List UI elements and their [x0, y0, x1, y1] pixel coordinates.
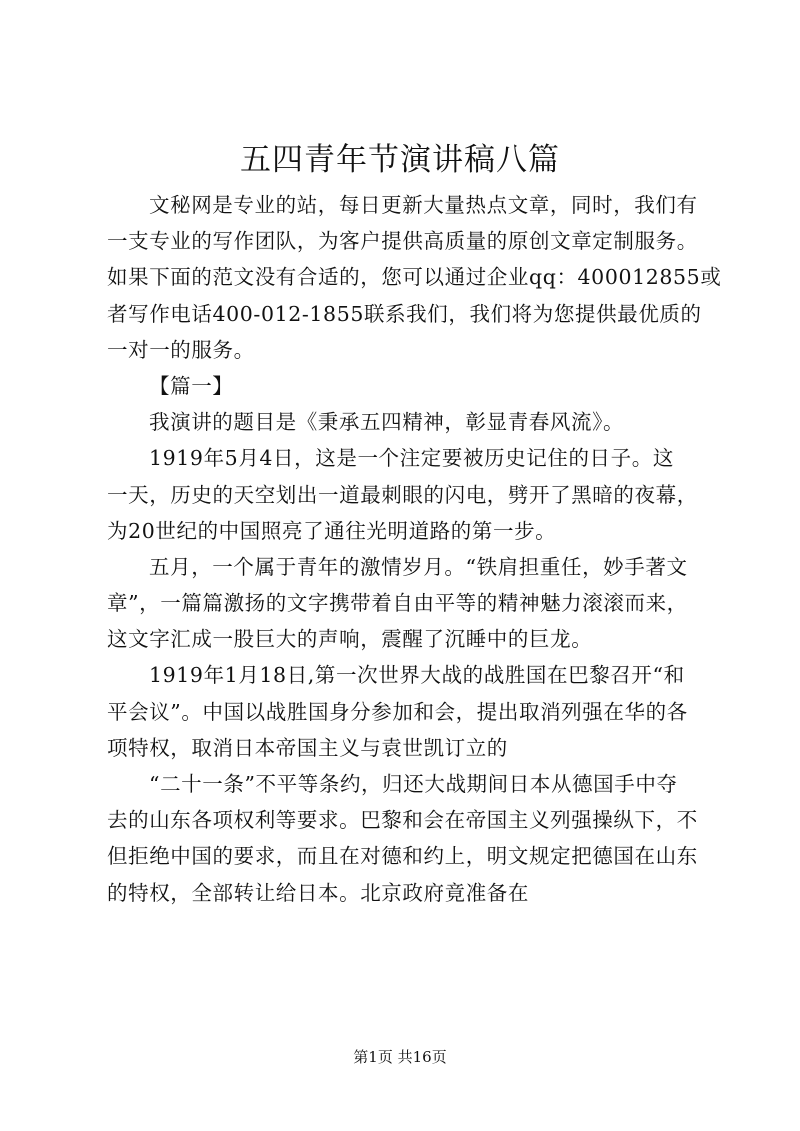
paragraph-line: 去的山东各项权利等要求。巴黎和会在帝国主义列强操纵下，不	[107, 808, 698, 833]
paragraph-line: 平会议”。中国以战胜国身分参加和会，提出取消列强在华的各	[107, 699, 688, 724]
paragraph-line: 项特权，取消日本帝国主义与袁世凯订立的	[107, 735, 508, 760]
paragraph-line: 这文字汇成一股巨大的声响，震醒了沉睡中的巨龙。	[107, 627, 593, 652]
paragraph-line: 如果下面的范文没有合适的，您可以通过企业qq：400012855或	[107, 265, 722, 290]
paragraph-line: 的特权，全部转让给日本。北京政府竟准备在	[107, 880, 529, 905]
paragraph-line: 章”，一篇篇激扬的文字携带着自由平等的精神魅力滚滚而来，	[107, 591, 688, 616]
paragraph-line: 一天，历史的天空划出一道最刺眼的闪电，劈开了黑暗的夜幕，	[107, 482, 698, 507]
paragraph-line: 者写作电话400-012-1855联系我们，我们将为您提供最优质的	[107, 301, 702, 326]
document-body	[107, 187, 722, 911]
paragraph-line: 我演讲的题目是《秉承五四精神，彰显青春风流》。	[149, 410, 625, 435]
document-title: 五四青年节演讲稿八篇	[240, 142, 560, 178]
paragraph-line: 为20世纪的中国照亮了通往光明道路的第一步。	[107, 518, 557, 543]
paragraph-line: 1919年1月18日,第一次世界大战的战胜国在巴黎召开“和	[149, 663, 685, 688]
page-footer: 第1页 共16页	[353, 1048, 447, 1066]
paragraph-line: 一支专业的写作团队，为客户提供高质量的原创文章定制服务。	[107, 229, 698, 254]
paragraph-line: 1919年5月4日，这是一个注定要被历史记住的日子。这	[149, 446, 674, 471]
paragraph-line: 但拒绝中国的要求，而且在对德和约上，明文规定把德国在山东	[107, 844, 698, 869]
paragraph-line: 一对一的服务。	[107, 337, 255, 362]
paragraph-line: 五月，一个属于青年的激情岁月。“铁肩担重任，妙手著文	[149, 554, 688, 579]
paragraph-line: 文秘网是专业的站，每日更新大量热点文章，同时，我们有	[149, 193, 698, 217]
section-heading: 【篇一】	[149, 373, 234, 398]
paragraph-line: “二十一条”不平等条约，归还大战期间日本从德国手中夺	[149, 772, 678, 796]
